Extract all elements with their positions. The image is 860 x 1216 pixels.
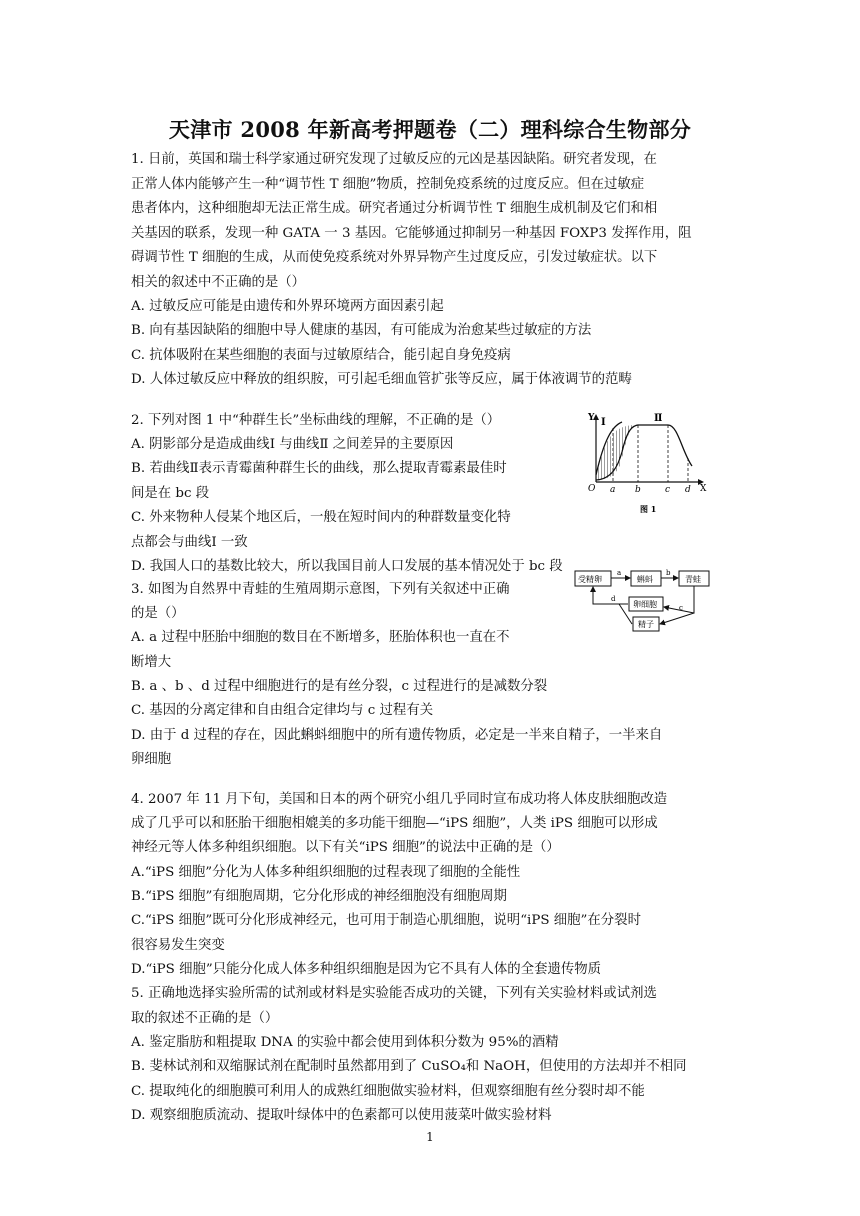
option-c: C. 抗体吸附在某些细胞的表面与过敏原结合，能引起自身免疫病 xyxy=(131,348,511,363)
arrow-a-label: a xyxy=(617,569,622,577)
option-c: C. 基因的分离定律和自由组合定律均与 c 过程有关 xyxy=(131,703,434,718)
option-d: D. 由于 d 过程的存在，因此蝌蚪细胞中的所有遗传物质，必定是一半来自精子，一半来自 xyxy=(131,728,663,743)
option-c: C. 提取纯化的细胞膜可利用人的成熟红细胞做实验材料，但观察细胞有丝分裂时却不能 xyxy=(131,1084,645,1099)
tick-label-a: a xyxy=(610,485,616,495)
option-b-cont: 间是在 bc 段 xyxy=(131,486,210,501)
option-b: B.“iPS 细胞”有细胞周期，它分化形成的神经细胞没有细胞周期 xyxy=(131,889,507,904)
box-sperm-label: 精子 xyxy=(638,620,654,629)
x-axis-label: X xyxy=(700,484,707,494)
question-stem-line: 1. 日前，英国和瑞士科学家通过研究发现了过敏反应的元凶是基因缺陷。研究者发现，在 xyxy=(131,152,657,167)
y-axis-label: Y xyxy=(588,413,595,423)
option-c: C.“iPS 细胞”既可分化形成神经元，也可用于制造心肌细胞，说明“iPS 细胞”在分裂时 xyxy=(131,913,641,928)
box-zygote-label: 受精卵 xyxy=(578,575,602,584)
question-stem-line: 5. 正确地选择实验所需的试剂或材料是实验能否成功的关键，下列有关实验材料或试剂选 xyxy=(131,986,657,1001)
question-stem-line: 正常人体内能够产生一种“调节性 T 细胞”物质，控制免疫系统的过度反应。但在过敏症 xyxy=(131,177,645,192)
question-stem-line: 的是（） xyxy=(131,606,185,621)
option-d: D. 人体过敏反应中释放的组织胺，可引起毛细血管扩张等反应，属于体液调节的范畴 xyxy=(131,372,632,387)
question-stem-line: 取的叙述不正确的是（） xyxy=(131,1011,279,1026)
tick-label-c: c xyxy=(665,485,671,495)
option-d-cont: 卵细胞 xyxy=(131,752,172,767)
arrow-c-label: c xyxy=(679,604,683,612)
origin-label: O xyxy=(588,484,596,494)
question-stem-line: 4. 2007 年 11 月下旬，美国和日本的两个研究小组几乎同时宣布成功将人体皮肤细胞改造 xyxy=(131,792,668,807)
option-a: A. 鉴定脂肪和粗提取 DNA 的实验中都会使用到体积分数为 95%的酒精 xyxy=(131,1035,559,1050)
tick-label-b: b xyxy=(635,485,641,495)
question-stem-line: 患者体内，这种细胞却无法正常生成。研究者通过分析调节性 T 细胞生成机制及它们和相 xyxy=(131,201,658,216)
option-d: D.“iPS 细胞”只能分化成人体多种组织细胞是因为它不具有人体的全套遗传物质 xyxy=(131,962,602,977)
option-b: B. 向有基因缺陷的细胞中导人健康的基因，有可能成为治愈某些过敏症的方法 xyxy=(131,323,592,338)
document-title: 天津市 2008 年新高考押题卷（二）理科综合生物部分 xyxy=(168,117,692,142)
curve-label-i: Ⅰ xyxy=(601,417,606,428)
question-stem-line: 关基因的联系，发现一种 GATA 一 3 基因。它能够通过抑制另一种基因 FOXP3 发挥作用，阻 xyxy=(131,226,692,241)
option-c-cont: 很容易发生突变 xyxy=(131,938,225,953)
arrow-d-label: d xyxy=(611,595,616,603)
option-d: D. 观察细胞质流动、提取叶绿体中的色素都可以使用菠菜叶做实验材料 xyxy=(131,1108,552,1123)
question-stem-line: 相关的叙述中不正确的是（） xyxy=(131,275,306,290)
arrow-b-label: b xyxy=(666,569,671,577)
option-c: C. 外来物种人侵某个地区后，一般在短时间内的种群数量变化特 xyxy=(131,510,511,525)
tick-label-d: d xyxy=(685,485,691,495)
question-stem-line: 神经元等人体多种组织细胞。以下有关“iPS 细胞”的说法中正确的是（） xyxy=(131,840,560,855)
option-d: D. 我国人口的基数比较大，所以我国目前人口发展的基本情况处于 bc 段 xyxy=(131,559,563,574)
option-b: B. 若曲线Ⅱ表示青霉菌种群生长的曲线，那么提取青霉素最佳时 xyxy=(131,461,507,476)
figure-caption: 图 1 xyxy=(640,504,657,514)
option-a: A. a 过程中胚胎中细胞的数目在不断增多，胚胎体积也一直在不 xyxy=(131,630,510,645)
box-frog-label: 青蛙 xyxy=(685,575,701,584)
curve-label-ii: Ⅱ xyxy=(654,413,663,424)
population-growth-figure xyxy=(586,410,716,520)
box-egg-label: 卵细胞 xyxy=(633,600,657,609)
question-stem-line: 成了几乎可以和胚胎干细胞相媲美的多功能干细胞—“iPS 细胞”，人类 iPS 细胞可以形成 xyxy=(131,816,658,831)
question-stem-line: 2. 下列对图 1 中“种群生长”坐标曲线的理解，不正确的是（） xyxy=(131,413,501,428)
option-c-cont: 点都会与曲线Ⅰ 一致 xyxy=(131,535,248,550)
option-b: B. a 、b 、d 过程中细胞进行的是有丝分裂，c 过程进行的是减数分裂 xyxy=(131,679,548,694)
option-a: A. 阴影部分是造成曲线Ⅰ 与曲线Ⅱ 之间差异的主要原因 xyxy=(131,437,454,452)
box-tadpole-label: 蝌蚪 xyxy=(637,575,653,584)
page-number: 1 xyxy=(426,1130,434,1144)
option-a-cont: 断增大 xyxy=(131,655,172,670)
option-a: A.“iPS 细胞”分化为人体多种组织细胞的过程表现了细胞的全能性 xyxy=(131,865,521,880)
option-b: B. 斐林试剂和双缩脲试剂在配制时虽然都用到了 CuSO₄和 NaOH，但使用的方法却并不相同 xyxy=(131,1059,687,1074)
arrow-c-branch xyxy=(660,613,694,624)
question-stem-line: 3. 如图为自然界中青蛙的生殖周期示意图，下列有关叙述中正确 xyxy=(131,582,510,597)
frog-life-cycle-diagram xyxy=(573,567,718,637)
question-stem-line: 碍调节性 T 细胞的生成，从而使免疫系统对外界异物产生过度反应，引发过敏症状。以下 xyxy=(131,250,658,265)
option-a: A. 过敏反应可能是由遗传和外界环境两方面因素引起 xyxy=(131,299,444,314)
